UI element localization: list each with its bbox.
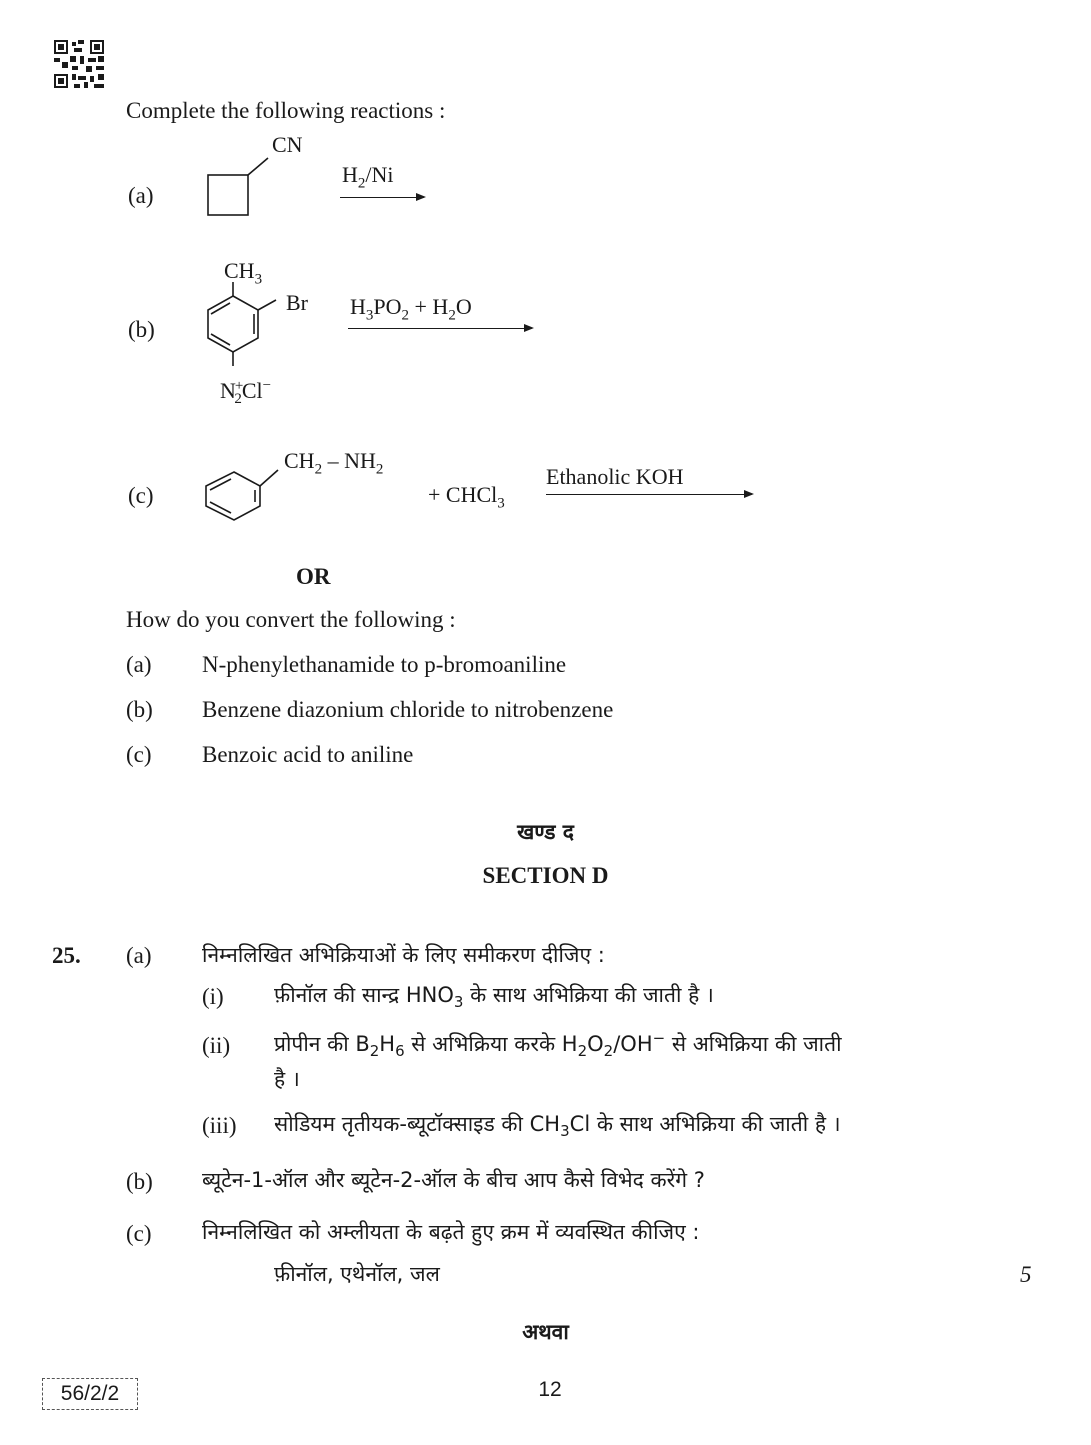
convert-item-text: Benzene diazonium chloride to nitrobenzene <box>202 697 614 722</box>
convert-item-label: (a) <box>126 652 152 677</box>
q25-iii-label: (iii) <box>202 1113 237 1138</box>
benzene-ring-c-structure <box>198 462 288 532</box>
reaction-c-reagent: Ethanolic KOH <box>546 464 684 489</box>
page-number: 12 <box>538 1378 562 1401</box>
section-heading-hindi: खण्ड द <box>517 820 574 844</box>
reaction-a-cn: CN <box>272 132 303 157</box>
reaction-a-label: (a) <box>128 183 154 208</box>
reaction-b-arrow <box>348 328 532 329</box>
q25-iii-text: सोडियम तृतीयक-ब्यूटॉक्साइड की $CH_3Cl$ के साथ अभिक्रिया की जाती है । <box>274 1112 841 1141</box>
reaction-c-label: (c) <box>128 483 154 508</box>
cyclobutane-structure <box>200 160 280 220</box>
reaction-a-reagent: $H_2/Ni$ <box>342 162 394 192</box>
q25-a-text: निम्नलिखित अभिक्रियाओं के लिए समीकरण दीजिए : <box>202 943 605 967</box>
question-number: 25. <box>52 943 81 968</box>
or-label: OR <box>296 564 331 589</box>
reaction-b-br: Br <box>286 290 308 315</box>
convert-item-text: N-phenylethanamide to p-bromoaniline <box>202 652 567 677</box>
q25-a-label: (a) <box>126 943 152 968</box>
section-heading-english: SECTION D <box>482 863 609 888</box>
reaction-b-diazonium: $N^+_2Cl^-$ <box>220 377 272 408</box>
convert-item-label: (c) <box>126 742 152 767</box>
q25-b-text: ब्यूटेन-1-ऑल और ब्यूटेन-2-ऑल के बीच आप कैसे विभेद करेंगे ? <box>202 1168 705 1192</box>
reaction-b-reagent: $H_3PO_2 + H_2O$ <box>350 294 472 324</box>
benzene-ring-b-structure <box>196 288 286 378</box>
q25-c-text: निम्नलिखित को अम्लीयता के बढ़ते हुए क्रम में व्यवस्थित कीजिए : <box>202 1220 700 1244</box>
paper-code: 56/2/2 <box>42 1378 138 1410</box>
marks: 5 <box>1020 1262 1032 1287</box>
q25-i-label: (i) <box>202 984 224 1009</box>
reaction-b-ch3: $CH_3$ <box>224 258 263 288</box>
reaction-c-chcl3: + CHCl$_3$ <box>428 482 505 512</box>
qr-code-icon <box>54 40 104 88</box>
q25-ii-label: (ii) <box>202 1033 231 1058</box>
q25-ii-text: प्रोपीन की $B_2H_6$ से अभिक्रिया करके $H_2O_2/OH^-$ से अभिक्रिया की जाती <box>274 1029 842 1061</box>
convert-item-label: (b) <box>126 697 153 722</box>
q25-c-label: (c) <box>126 1221 152 1246</box>
convert-intro: How do you convert the following : <box>126 607 456 632</box>
q25-ii-text-line2: है । <box>274 1067 300 1091</box>
reaction-c-ch2nh2: $CH_2 - NH_2$ <box>284 448 384 478</box>
q25-c-list: फ़ीनॉल, एथेनॉल, जल <box>274 1262 440 1286</box>
reaction-c-arrow <box>546 494 752 495</box>
or-label-hindi: अथवा <box>522 1320 569 1344</box>
q25-i-text: फ़ीनॉल की सान्द्र $HNO_3$ के साथ अभिक्रिया की जाती है । <box>274 983 714 1012</box>
reaction-a-arrow <box>340 197 424 198</box>
q25-b-label: (b) <box>126 1169 153 1194</box>
convert-item-text: Benzoic acid to aniline <box>202 742 414 767</box>
reactions-intro: Complete the following reactions : <box>126 98 446 123</box>
reaction-b-label: (b) <box>128 317 155 342</box>
